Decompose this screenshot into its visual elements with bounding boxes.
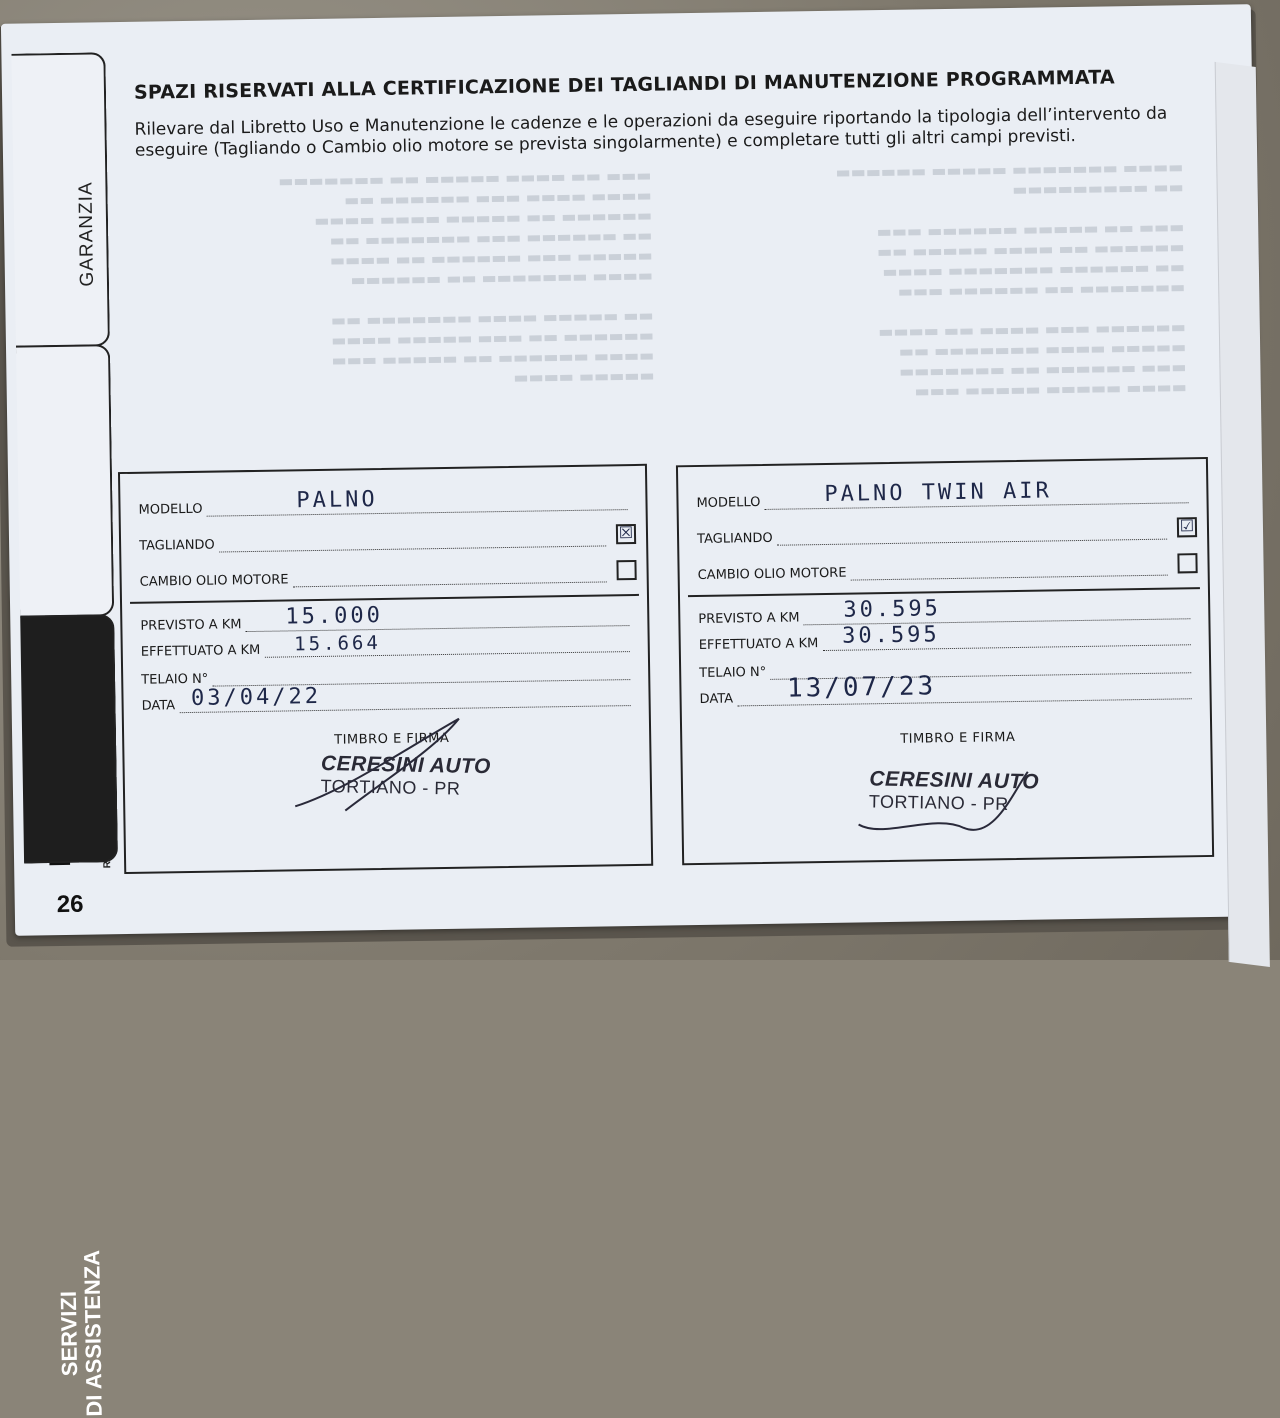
section-tabs (1, 22, 125, 1417)
modello-label: MODELLO (138, 501, 203, 518)
modello-row (696, 478, 1188, 512)
telaio-row (141, 658, 630, 688)
cambio-olio-label: CAMBIO OLIO MOTORE (139, 572, 289, 590)
tagliando-checkbox[interactable]: ☒ (616, 524, 636, 544)
divider (130, 594, 639, 604)
divider (688, 587, 1200, 597)
effettuato-label: EFFETTUATO A KM (698, 636, 819, 653)
show-through-text-right: ▬▬▬▬ ▬▬▬▬▬▬▬ ▬▬▬▬▬ ▬▬▬▬▬▬ ▬▬ ▬▬▬▬▬▬▬▬▬ ▬▬▬ ▬▬ ▬▬▬▬▬ ▬▬▬▬▬▬ ▬▬▬ ▬▬▬▬▬▬ ▬▬ ▬▬▬▬ ▬▬▬▬▬ ▬▬ ▬▬ ▬▬▬▬▬▬ ▬▬▬▬▬▬▬ ▬▬▬▬ ▬▬▬▬▬▬▬ ▬▬ ▬▬▬▬▬▬ ▬▬▬ ▬▬▬▬▬▬ ▬▬▬ ▬▬▬▬ ▬▬ ▬▬▬▬ ▬▬▬▬▬ ▬▬▬▬ ▬▬▬▬▬▬▬ ▬▬ ▬▬▬ ▬▬▬▬▬▬ ▬▬ ▬▬▬▬▬▬▬ ▬▬▬▬ ▬▬▬▬▬ ▬▬▬▬▬ ▬▬▬ (835, 157, 1187, 401)
timbro-firma-label: TIMBRO E FIRMA (334, 730, 450, 748)
modello-value: PALNO TWIN AIR (824, 478, 1052, 507)
data-label: DATA (699, 691, 734, 707)
show-through-text-left: ▬▬▬ ▬▬ ▬▬▬▬ ▬▬▬▬▬ ▬▬ ▬▬▬▬▬▬▬ ▬▬▬▬ ▬▬▬▬ ▬▬▬ ▬▬▬▬▬▬ ▬▬ ▬▬▬▬▬▬ ▬▬ ▬▬▬▬▬ ▬▬▬▬ ▬▬▬▬ ▬▬ ▬▬▬▬▬▬ ▬▬▬ ▬▬▬▬▬▬▬ ▬▬ ▬▬▬▬▬ ▬▬▬ ▬▬▬▬▬▬ ▬▬ ▬▬▬▬ ▬▬▬▬ ▬▬▬▬▬▬▬ ▬▬ ▬▬▬▬▬▬ ▬▬ ▬▬▬▬▬ ▬▬▬▬ ▬▬▬▬▬▬▬ ▬▬ ▬▬▬▬▬▬ ▬▬ ▬▬▬ ▬▬▬▬▬ ▬▬▬▬ ▬▬▬▬ ▬▬▬▬▬▬ ▬▬ ▬▬▬▬▬ ▬▬▬ ▬▬▬▬▬ ▬▬▬▬ (278, 165, 655, 387)
modello-value: PALNO (296, 487, 378, 514)
booklet-page (1, 4, 1265, 1417)
timbro-firma-label: TIMBRO E FIRMA (900, 730, 1016, 747)
cambio-olio-row (139, 560, 606, 589)
cambio-olio-label: CAMBIO OLIO MOTORE (697, 565, 847, 583)
data-value: 03/04/22 (190, 683, 322, 711)
page-title: SPAZI RISERVATI ALLA CERTIFICAZIONE DEI TAGLIANDI DI MANUTENZIONE PROGRAMMATA (133, 66, 1116, 104)
telaio-row (699, 651, 1191, 681)
previsto-value: 15.000 (285, 602, 384, 630)
servizi-line1: SERVIZI (55, 1290, 83, 1377)
data-label: DATA (141, 698, 176, 714)
modello-label: MODELLO (696, 495, 761, 512)
stamp-line2: TORTIANO - PR (868, 791, 1009, 815)
signature-scribble (842, 752, 1043, 845)
servizi-assistenza-label (56, 1250, 107, 1417)
previsto-value: 30.595 (843, 596, 942, 623)
previsto-label: PREVISTO A KM (698, 610, 800, 627)
tagliando-row (697, 518, 1167, 547)
stamp-line1: CERESINI AUTO (869, 767, 1040, 794)
effettuato-value: 15.664 (294, 631, 382, 656)
tab-garanzia-label: GARANZIA (75, 181, 99, 287)
cambio-olio-checkbox[interactable] (616, 560, 636, 580)
modello-row (138, 488, 627, 518)
effettuato-value: 30.595 (841, 622, 940, 649)
effettuato-row (699, 623, 1191, 653)
tagliando-row (139, 524, 606, 553)
cambio-olio-row (697, 554, 1167, 583)
tab-garanzia (11, 52, 110, 347)
stamp-line1: CERESINI AUTO (320, 751, 492, 779)
previsto-row (698, 597, 1190, 627)
previsto-label: PREVISTO A KM (140, 617, 242, 634)
cambio-olio-checkbox[interactable] (1177, 553, 1197, 573)
page-number: 26 (56, 890, 84, 919)
servizi-line2: DI ASSISTENZA (79, 1249, 107, 1417)
tagliando-label: TAGLIANDO (696, 530, 773, 548)
tagliando-checkbox[interactable]: ☑ (1177, 517, 1197, 537)
previsto-row (140, 604, 629, 634)
intro-text: Rilevare dal Libretto Uso e Manutenzione le cadenze e le operazioni da eseguire riportando la tipologia dell’intervento da eseguire (Tagliando o Cambio olio motore se prevista singolarmente) e completare tutti gli altri campi previsti. (134, 103, 1168, 161)
tagliando-label: TAGLIANDO (139, 537, 215, 554)
telaio-label: TELAIO N° (699, 664, 767, 681)
service-record-card (118, 464, 653, 874)
data-value: 13/07/23 (786, 671, 937, 704)
effettuato-label: EFFETTUATO A KM (140, 642, 261, 660)
tab-free-to-go (16, 344, 114, 617)
effettuato-row (141, 630, 630, 660)
service-record-card-2 (676, 457, 1214, 865)
signature-scribble (284, 708, 486, 821)
telaio-label: TELAIO N° (141, 671, 209, 688)
stamp-line2: TORTIANO - PR (320, 775, 461, 799)
